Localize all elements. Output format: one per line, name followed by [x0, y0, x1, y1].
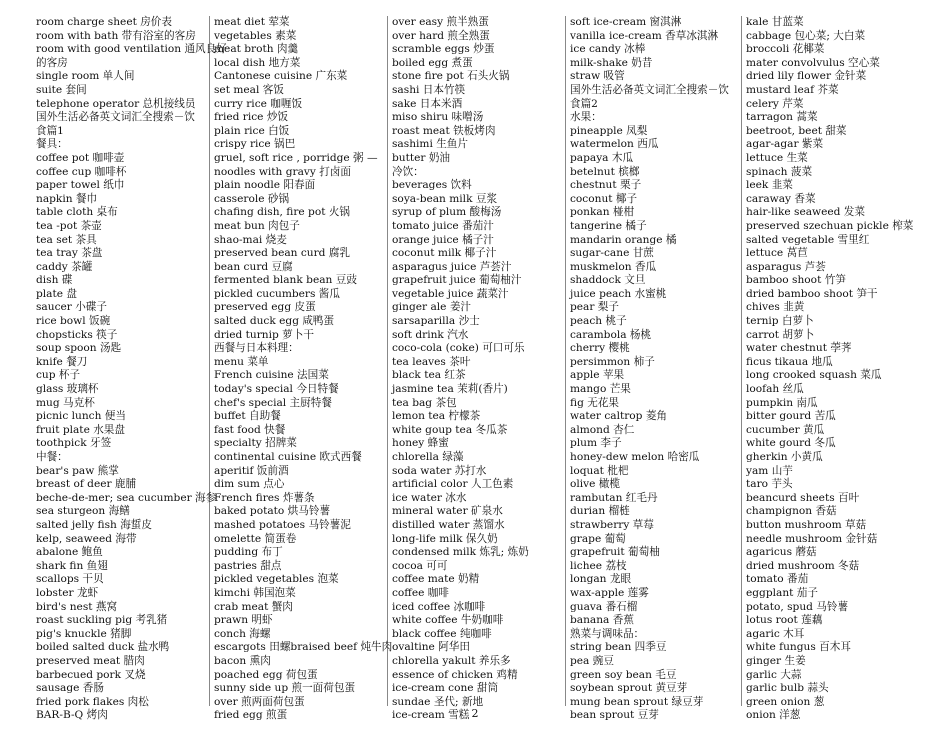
vocab-line: essence of chicken 鸡精: [392, 668, 518, 681]
vocab-line: fast food 快餐: [214, 423, 286, 436]
vocab-line: scramble eggs 炒蛋: [392, 43, 495, 56]
vocab-line: continental cuisine 欧式西餐: [214, 451, 362, 463]
vocab-line: lettuce 莴苣: [746, 247, 808, 260]
vocab-line: potato, spud 马铃薯: [746, 600, 849, 613]
vocab-line: coffee cup 咖啡杯: [36, 165, 127, 178]
vocab-line: hair-like seaweed 发菜: [746, 206, 865, 219]
vocab-line: shao-mai 烧麦: [214, 233, 287, 246]
vocab-line: eggplant 茄子: [746, 586, 818, 599]
vocab-line: plum 李子: [570, 437, 622, 450]
vocab-line: coconut milk 椰子汁: [392, 247, 497, 260]
vocab-line: beverages 饮料: [392, 179, 472, 192]
vocab-line: fig 无花果: [570, 396, 619, 409]
vocab-line: muskmelon 香瓜: [570, 260, 657, 273]
vocab-line: cherry 樱桃: [570, 342, 630, 355]
vocab-line: fermented blank bean 豆豉: [214, 274, 357, 287]
vocab-line: chlorella 绿藻: [392, 451, 464, 463]
vocab-line: lichee 荔枝: [570, 559, 627, 572]
vocab-line: tea bag 茶包: [392, 396, 457, 409]
vocab-line: breast of deer 鹿脯: [36, 478, 137, 491]
vocab-line: honey-dew melon 哈密瓜: [570, 451, 700, 463]
vocab-line: jasmine tea 茉莉(香片): [392, 383, 508, 396]
vocab-line: 熟菜与调味品：: [570, 627, 645, 640]
vocab-line: chives 韭黄: [746, 301, 805, 314]
vocab-line: soya-bean milk 豆浆: [392, 192, 498, 205]
vocab-line: mineral water 矿泉水: [392, 505, 503, 518]
vocab-line: cup 杯子: [36, 369, 81, 382]
vocab-line: buffet 自助餐: [214, 410, 281, 423]
vocab-line: local dish 地方菜: [214, 56, 301, 69]
vocab-line: white coffee 牛奶咖啡: [392, 614, 504, 627]
vocabulary-columns: [34, 16, 934, 722]
vocab-line: durian 榴梿: [570, 505, 630, 518]
vocab-line: 餐具：: [36, 138, 68, 151]
vocab-line: soup spoon 汤匙: [36, 342, 122, 355]
vocab-line: meat broth 肉羹: [214, 43, 299, 56]
vocab-line: taro 芋头: [746, 478, 793, 491]
vocab-line: agaric 木耳: [746, 627, 805, 640]
vocab-line: scallops 干贝: [36, 573, 104, 586]
vocab-line: rice bowl 饭碗: [36, 315, 111, 328]
vocab-line: tarragon 蒿菜: [746, 111, 818, 124]
vocab-line: olive 橄榄: [570, 478, 620, 491]
vocab-line: 西餐与日本料理：: [214, 342, 299, 355]
vocab-line: distilled water 蒸馏水: [392, 518, 505, 531]
vocab-line: yam 山芋: [746, 464, 793, 477]
vocab-line: carambola 杨桃: [570, 328, 652, 341]
vocab-line: chopsticks 筷子: [36, 328, 118, 341]
vocab-line: sashi 日本竹筷: [392, 83, 466, 96]
vocab-line: mung bean sprout 绿豆芽: [570, 695, 704, 708]
vocab-line: 水果：: [570, 111, 602, 124]
vocab-line: kelp, seaweed 海带: [36, 532, 137, 545]
vocab-line: dried turnip 萝卜干: [214, 328, 314, 341]
vocab-line: meat bun 肉包子: [214, 219, 300, 232]
vocab-line: green soy bean 毛豆: [570, 668, 677, 681]
vocab-line: beche-de-mer; sea cucumber 海参: [36, 491, 217, 504]
vocab-line: orange juice 橘子汁: [392, 233, 494, 246]
vocab-line: cabbage 包心菜; 大白菜: [746, 29, 866, 42]
vocab-line: plain rice 白饭: [214, 124, 290, 137]
vocab-line: grapefruit juice 葡萄柚汁: [392, 274, 522, 287]
vocab-line: straw 吸管: [570, 70, 625, 83]
vocab-line: pudding 布丁: [214, 546, 283, 559]
vocab-line: apple 苹果: [570, 369, 625, 382]
vocab-line: baked potato 烘马铃薯: [214, 505, 331, 518]
vocab-line: tangerine 橘子: [570, 219, 647, 232]
vocab-line: pickled vegetables 泡菜: [214, 573, 339, 586]
vocab-line: fried egg 煎蛋: [214, 709, 288, 722]
vocab-line: coconut 椰子: [570, 192, 638, 205]
vocab-line: chafing dish, fire pot 火锅: [214, 206, 351, 219]
vocab-line: dish 碟: [36, 274, 73, 287]
vocab-line: single room 单人间: [36, 70, 135, 83]
vocab-line: lettuce 生菜: [746, 151, 808, 164]
vocab-line: coffee mate 奶精: [392, 573, 480, 586]
vocab-line: mashed potatoes 马铃薯泥: [214, 518, 351, 531]
vocab-line: coco-cola (coke) 可口可乐: [392, 342, 525, 355]
vocab-line: telephone operator 总机接线员: [36, 97, 196, 110]
vocab-line: ginger ale 姜汁: [392, 301, 472, 314]
vocab-line: room with good ventilation 通风良好: [36, 43, 227, 56]
vocab-line: tomato juice 番茄汁: [392, 219, 494, 232]
vocab-line: stone fire pot 石头火锅: [392, 70, 510, 83]
vocab-line: fried rice 炒饭: [214, 111, 289, 124]
vocab-line: table cloth 桌布: [36, 206, 118, 219]
vocab-line: kimchi 韩国泡菜: [214, 586, 296, 599]
vocab-line: dried lily flower 金针菜: [746, 70, 867, 83]
vocab-line: preserved bean curd 腐乳: [214, 247, 351, 260]
vocab-line: grape 葡萄: [570, 532, 626, 545]
vocab-line: prawn 明虾: [214, 614, 273, 627]
vocab-line: betelnut 槟榔: [570, 165, 640, 178]
vocab-line: carrot 胡萝卜: [746, 328, 815, 341]
vocab-line: tea set 茶具: [36, 233, 97, 246]
vocab-line: roast suckling pig 考乳猪: [36, 614, 168, 627]
vocab-line: lotus root 莲藕: [746, 614, 823, 627]
vocab-line: juice peach 水蜜桃: [570, 287, 667, 300]
vocab-line: soft drink 汽水: [392, 328, 469, 341]
vocab-line: loquat 枇杷: [570, 464, 629, 477]
vocab-line: strawberry 草莓: [570, 518, 654, 531]
vocab-line: black tea 红茶: [392, 369, 466, 382]
vocab-line: tea -pot 茶壶: [36, 219, 102, 232]
vocab-line: tomato 番茄: [746, 573, 809, 586]
vocab-line: plain noodle 阳春面: [214, 179, 316, 192]
vocab-line: iced coffee 冰咖啡: [392, 600, 486, 613]
vocab-line: coffee pot 咖啡壶: [36, 151, 125, 164]
vocab-line: French cuisine 法国菜: [214, 369, 329, 382]
vocab-line: white gourd 冬瓜: [746, 437, 836, 450]
vocab-line: 食篇1: [36, 124, 64, 137]
vocab-line: gruel, soft rice , porridge 粥 —: [214, 151, 378, 164]
vocab-line: miso shiru 味噌汤: [392, 111, 484, 124]
vocab-line: pumpkin 南瓜: [746, 396, 818, 409]
vocab-line: bean curd 豆腐: [214, 260, 293, 273]
vocab-line: long crooked squash 菜瓜: [746, 369, 882, 382]
vocab-line: bird's nest 燕窝: [36, 600, 118, 613]
vocab-line: toothpick 牙签: [36, 437, 112, 450]
vocab-line: vegetable juice 蔬菜汁: [392, 287, 509, 300]
vocab-line: gherkin 小黄瓜: [746, 451, 823, 463]
vocab-line: chestnut 栗子: [570, 179, 642, 192]
vocab-line: papaya 木瓜: [570, 151, 634, 164]
vocab-line: pastries 甜点: [214, 559, 282, 572]
vocab-line: crab meat 蟹肉: [214, 600, 293, 613]
vocab-line: fried pork flakes 肉松: [36, 695, 149, 708]
vocab-line: ovaltine 阿华田: [392, 641, 470, 654]
vocab-line: white goup tea 冬瓜茶: [392, 423, 508, 436]
vocab-line: water caltrop 菱角: [570, 410, 668, 423]
vocab-line: casserole 砂锅: [214, 192, 290, 205]
vocab-line: bear's paw 熊掌: [36, 464, 119, 477]
vocab-line: today's special 今日特餐: [214, 383, 339, 396]
vocab-line: dim sum 点心: [214, 478, 285, 491]
vocab-line: leek 韭菜: [746, 179, 793, 192]
vocab-line: green onion 葱: [746, 695, 825, 708]
vocab-line: celery 芹菜: [746, 97, 804, 110]
vocab-line: sea sturgeon 海鳝: [36, 505, 130, 518]
vocab-line: milk-shake 奶昔: [570, 56, 653, 69]
vocab-line: omelette 简蛋卷: [214, 532, 297, 545]
vocab-line: curry rice 咖喱饭: [214, 97, 303, 110]
vocab-line: white fungus 百木耳: [746, 641, 851, 654]
vocab-line: mater convolvulus 空心菜: [746, 56, 880, 69]
vocab-line: syrup of plum 酸梅汤: [392, 206, 502, 219]
vocab-line: rambutan 红毛丹: [570, 491, 658, 504]
vocab-line: ginger 生姜: [746, 654, 806, 667]
vocab-line: banana 香蕉: [570, 614, 634, 627]
vocab-line: beetroot, beet 甜菜: [746, 124, 847, 137]
vocab-line: abalone 鲍鱼: [36, 546, 103, 559]
column-5: [742, 16, 934, 722]
vocab-line: mustard leaf 芥菜: [746, 83, 839, 96]
vocab-line: mango 芒果: [570, 383, 631, 396]
vocab-line: button mushroom 草菇: [746, 518, 867, 531]
vocab-line: salted duck egg 咸鸭蛋: [214, 315, 335, 328]
vocab-line: guava 番石榴: [570, 600, 638, 613]
vocab-line: ice-cream cone 甜筒: [392, 682, 499, 695]
vocab-line: specialty 招牌菜: [214, 437, 297, 450]
vocab-line: agaricus 蘑菇: [746, 546, 817, 559]
vocab-line: room with bath 带有浴室的客房: [36, 29, 196, 42]
vocab-line: room charge sheet 房价表: [36, 16, 172, 28]
vocab-line: cucumber 黄瓜: [746, 423, 825, 436]
vocab-line: honey 蜂蜜: [392, 437, 449, 450]
vocab-line: beancurd sheets 百叶: [746, 491, 860, 504]
column-4: [566, 16, 742, 722]
vocab-line: loofah 丝瓜: [746, 383, 804, 396]
column-3: [388, 16, 566, 722]
vocab-line: preserved egg 皮蛋: [214, 301, 316, 314]
vocab-line: roast meat 铁板烤肉: [392, 124, 496, 137]
vocab-line: kale 甘蓝菜: [746, 16, 804, 28]
vocab-line: knife 餐刀: [36, 355, 88, 368]
vocab-line: menu 菜单: [214, 355, 269, 368]
vocab-line: dried mushroom 冬菇: [746, 559, 860, 572]
vocab-line: mandarin orange 橘: [570, 233, 677, 246]
vocab-line: vanilla ice-cream 香草冰淇淋: [570, 29, 719, 42]
vocab-line: saucer 小碟子: [36, 301, 107, 314]
vocab-line: French fires 炸薯条: [214, 491, 315, 504]
vocab-line: BAR-B-Q 烤肉: [36, 709, 108, 722]
vocab-line: grapefruit 葡萄柚: [570, 546, 660, 559]
vocab-line: Cantonese cuisine 广东菜: [214, 70, 348, 83]
vocab-line: preserved szechuan pickle 榨菜: [746, 219, 914, 232]
vocab-line: cocoa 可可: [392, 559, 448, 572]
vocab-line: soft ice-cream 窗淇淋: [570, 16, 682, 28]
vocab-line: sashimi 生鱼片: [392, 138, 468, 151]
vocab-line: caddy 茶罐: [36, 260, 93, 273]
vocab-line: longan 龙眼: [570, 573, 632, 586]
vocab-line: 国外生活必备英文词汇全搜索－饮: [36, 111, 195, 124]
column-1: [34, 16, 227, 722]
vocab-line: needle mushroom 金针菇: [746, 532, 878, 545]
vocab-line: persimmon 柿子: [570, 355, 655, 368]
vocab-line: crispy rice 锅巴: [214, 138, 296, 151]
vocab-line: boiled salted duck 盐水鸭: [36, 641, 170, 654]
vocab-line: asparagus 芦荟: [746, 260, 826, 273]
vocab-line: suite 套间: [36, 83, 87, 96]
vocab-line: water chestnut 荸荠: [746, 342, 852, 355]
vocab-line: pea 豌豆: [570, 654, 614, 667]
vocab-line: broccoli 花椰菜: [746, 43, 825, 56]
vocab-line: 冷饮：: [392, 165, 424, 178]
vocab-line: plate 盘: [36, 287, 77, 300]
vocab-line: over hard 煎全熟蛋: [392, 29, 490, 42]
vocab-line: ternip 白萝卜: [746, 315, 814, 328]
vocab-line: salted vegetable 雪里红: [746, 233, 870, 246]
vocab-line: conch 海螺: [214, 627, 271, 640]
vocab-line: salted jelly fish 海蜇皮: [36, 518, 152, 531]
vocab-line: shaddock 文旦: [570, 274, 646, 287]
vocab-line: boiled egg 煮蛋: [392, 56, 473, 69]
column-2: [210, 16, 393, 722]
vocab-line: ponkan 椪柑: [570, 206, 635, 219]
vocab-line: onion 洋葱: [746, 709, 801, 722]
vocab-line: bitter gourd 苦瓜: [746, 410, 836, 423]
vocab-line: pickled cucumbers 酱瓜: [214, 287, 340, 300]
vocab-line: glass 玻璃杯: [36, 383, 99, 396]
vocab-line: wax-apple 莲雾: [570, 586, 649, 599]
vocab-line: 中餐：: [36, 451, 68, 463]
vocab-line: peach 桃子: [570, 315, 627, 328]
page-number: 2: [471, 707, 479, 720]
vocab-line: over easy 煎半熟蛋: [392, 16, 489, 28]
vocab-line: 国外生活必备英文词汇全搜索－饮: [570, 83, 729, 96]
vocab-line: escargots 田螺braised beef 炖牛肉: [214, 641, 393, 654]
vocab-line: sarsaparilla 沙士: [392, 315, 480, 328]
vocab-line: aperitif 饭前酒: [214, 464, 289, 477]
vocab-line: paper towel 纸巾: [36, 179, 125, 192]
vocab-line: ice water 冰水: [392, 491, 467, 504]
vocab-line: garlic bulb 蒜头: [746, 682, 829, 695]
vocab-line: over 煎两面荷包蛋: [214, 695, 305, 708]
vocab-line: sunny side up 煎一面荷包蛋: [214, 682, 356, 695]
vocab-line: agar-agar 紫菜: [746, 138, 824, 151]
vocab-line: soda water 苏打水: [392, 464, 487, 477]
vocab-line: ficus tikaua 地瓜: [746, 355, 833, 368]
vocab-line: set meal 客饭: [214, 83, 284, 96]
vocab-line: shark fin 鱼翅: [36, 559, 108, 572]
vocab-line: noodles with gravy 打卤面: [214, 165, 352, 178]
vocab-line: bean sprout 豆芽: [570, 709, 659, 722]
vocab-line: dried bamboo shoot 笋干: [746, 287, 878, 300]
vocab-line: lemon tea 柠檬茶: [392, 410, 481, 423]
vocab-line: black coffee 纯咖啡: [392, 627, 492, 640]
vocab-line: artificial color 人工色素: [392, 478, 514, 491]
vocab-line: watermelon 西瓜: [570, 138, 659, 151]
vocab-line: sake 日本米酒: [392, 97, 463, 110]
vocab-line: fruit plate 水果盘: [36, 423, 125, 436]
vocab-line: tea tray 茶盘: [36, 247, 103, 260]
vocab-line: almond 杏仁: [570, 423, 635, 436]
vocab-line: asparagus juice 芦荟汁: [392, 260, 512, 273]
vocab-line: long-life milk 保久奶: [392, 532, 498, 545]
vocab-line: string bean 四季豆: [570, 641, 667, 654]
vocab-line: sundae 圣代; 新地: [392, 695, 484, 708]
vocab-line: mug 马克杯: [36, 396, 95, 409]
vocab-line: preserved meat 腊肉: [36, 654, 145, 667]
vocab-line: 食篇2: [570, 97, 598, 110]
vocab-line: condensed milk 炼乳; 炼奶: [392, 546, 529, 559]
vocab-line: napkin 餐巾: [36, 192, 98, 205]
vocab-line: poached egg 荷包蛋: [214, 668, 318, 681]
vocab-line: meat diet 荤菜: [214, 16, 290, 28]
vocab-line: soybean sprout 黄豆芽: [570, 682, 688, 695]
vocab-line: pear 梨子: [570, 301, 619, 314]
vocab-line: lobster 龙虾: [36, 586, 99, 599]
vocab-line: bamboo shoot 竹笋: [746, 274, 846, 287]
vocab-line: champignon 香菇: [746, 505, 837, 518]
vocab-line: garlic 大蒜: [746, 668, 802, 681]
vocab-line: bacon 熏肉: [214, 654, 271, 667]
vocab-line: chlorella yakult 养乐多: [392, 654, 511, 667]
vocab-line: spinach 菠菜: [746, 165, 813, 178]
vocab-line: caraway 香菜: [746, 192, 816, 205]
vocab-line: picnic lunch 便当: [36, 410, 126, 423]
vocab-line: coffee 咖啡: [392, 586, 449, 599]
vocab-line: pig's knuckle 猪脚: [36, 627, 132, 640]
vocab-line: tea leaves 茶叶: [392, 355, 471, 368]
vocab-line: ice candy 冰棒: [570, 43, 646, 56]
vocab-line: pineapple 凤梨: [570, 124, 648, 137]
vocab-line: barbecued pork 叉烧: [36, 668, 146, 681]
vocab-line: butter 奶油: [392, 151, 451, 164]
vocab-line: 的客房: [36, 56, 68, 69]
vocab-line: ice-cream 雪糕: [392, 709, 470, 722]
vocab-line: chef's special 主厨特餐: [214, 396, 332, 409]
vocab-line: vegetables 素菜: [214, 29, 297, 42]
vocab-line: sugar-cane 甘蔗: [570, 247, 654, 260]
vocab-line: sausage 香肠: [36, 682, 104, 695]
